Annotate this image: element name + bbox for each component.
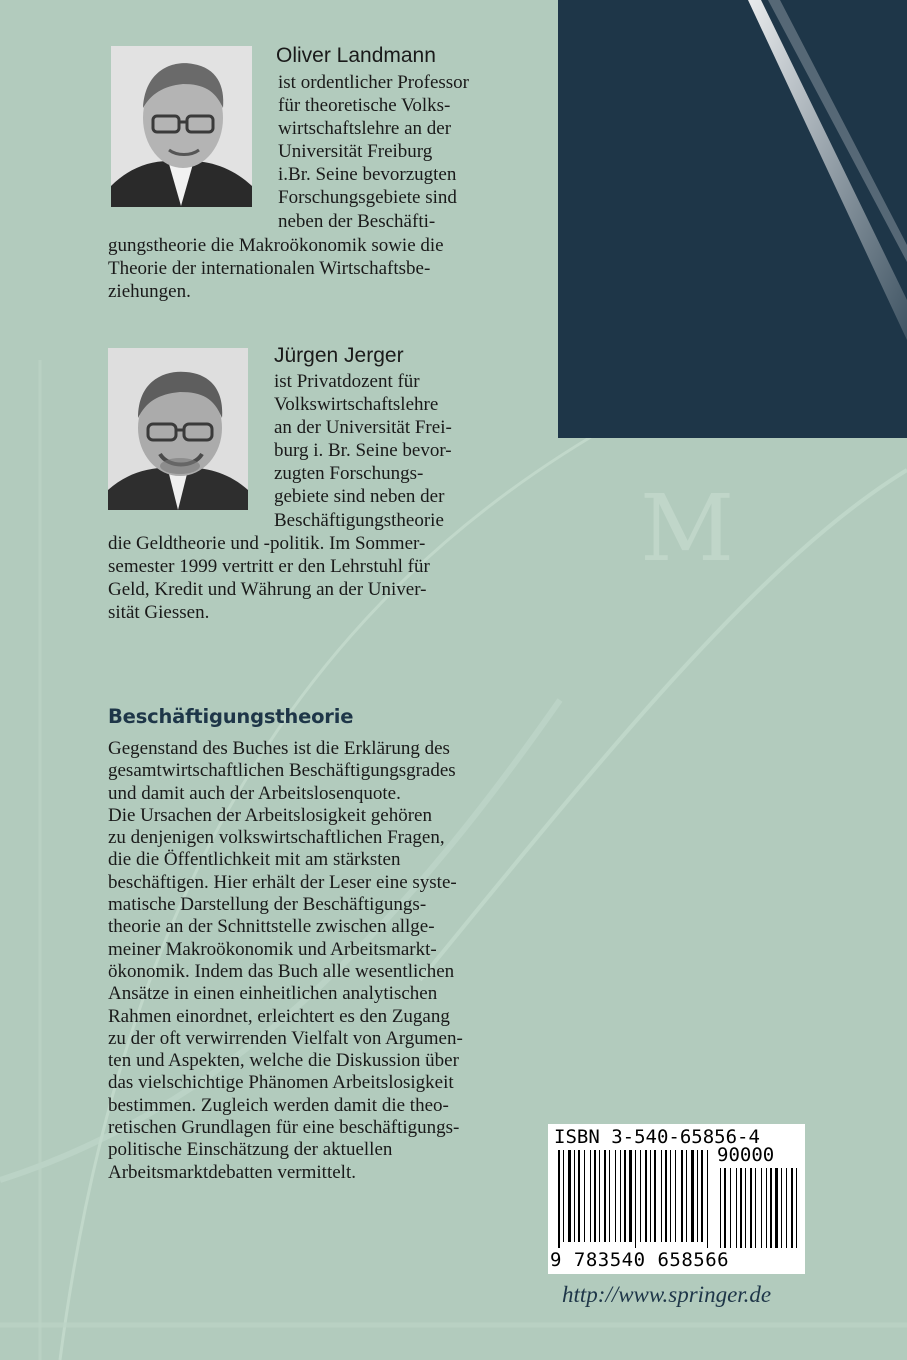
svg-text:M: M	[640, 475, 735, 582]
author-bio-landmann: ist ordentlicher Professor für theoretische Volks- wirtschaftslehre an der Universität Freiburg i.Br. Seine bevorzugten Forschungsgebiete sind neben der Beschäfti-	[278, 72, 470, 232]
light-streak	[558, 0, 907, 438]
author-bio-landmann-continued: gungstheorie die Makroökonomik sowie die Theorie der internationalen Wirtschaftsbe- ziehungen.	[108, 235, 444, 303]
publisher-website[interactable]: http://www.springer.de	[562, 1282, 772, 1307]
author-bio-jerger: ist Privatdozent für Volkswirtschaftslehre an der Universität Frei- burg i. Br. Seine bevor- zugten Forschungs- gebiete sind neben der Beschäftigungstheorie	[274, 371, 452, 531]
isbn-barcode	[548, 1124, 805, 1274]
dark-cover-panel	[558, 0, 907, 438]
author-name-landmann: Oliver Landmann	[276, 44, 436, 67]
ean-number: 9 783540 658566	[550, 1249, 730, 1271]
book-title: Beschäftigungstheorie	[108, 705, 354, 728]
author-name-jerger: Jürgen Jerger	[274, 344, 404, 367]
isbn-number: ISBN 3-540-65856-4	[554, 1126, 760, 1148]
author-photo-landmann	[111, 46, 252, 207]
book-description: Gegenstand des Buches ist die Erklärung des gesamtwirtschaftlichen Beschäftigungsgrades und damit auch der Arbeitslosenquote. Die Ursachen der Arbeitslosigkeit gehören zu denjenigen volkswirtschaftlichen Fragen, die die Öffentlichkeit mit am stärksten beschäftigen. Hier erhält der Leser eine syste- matische Darstellung der Beschäftigungs- theorie an der Schnittstelle zwischen allge- meiner Makroökonomik und Arbeitsmarkt- ökonomik. Indem das Buch alle wesentlichen Ansätze in einen einheitlichen analytischen Rahmen einordnet, erleichtert es den Zugang zu der oft verwirrenden Vielfalt von Argumen- ten und Aspekten, welche die Diskussion über das vielschichtige Phänomen Arbeitslosigkeit bestimmen. Zugleich werden damit die theo- retischen Grundlagen für eine beschäftigungs- politische Einschätzung der aktuellen Arbeitsmarktdebatten vermittelt.	[108, 738, 463, 1183]
author-bio-jerger-continued: die Geldtheorie und -politik. Im Sommer- semester 1999 vertritt er den Lehrstuhl für Geld, Kredit und Währung an der Univer- sität Giessen.	[108, 533, 430, 624]
author-photo-jerger	[108, 348, 248, 510]
price-addon-code: 90000	[717, 1144, 775, 1166]
